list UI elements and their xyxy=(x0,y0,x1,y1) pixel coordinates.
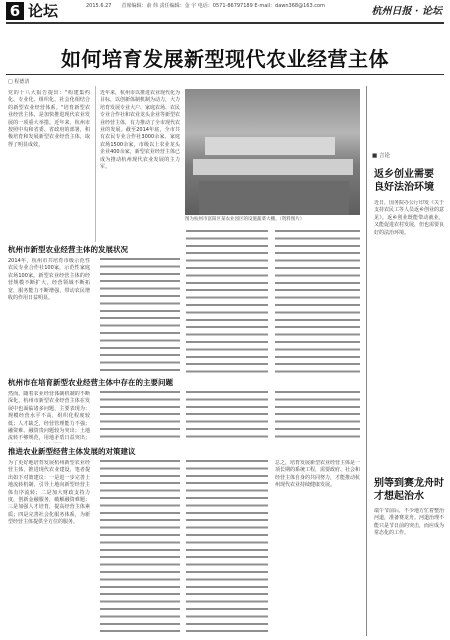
header-rule xyxy=(6,22,444,24)
text-block xyxy=(186,230,268,373)
sidebar-title-2: 才想起治水 xyxy=(374,491,424,502)
section-title: 论坛 xyxy=(28,2,59,20)
paragraph-2: 2014年，杭州市共培育市级示范性农民专业合作社100家，示范性家庭农场100家。新型农业经营主体的经营规模不断扩大，经营领域不断拓宽，服务能力不断增强，带动农民增收的作用日益明显。 xyxy=(8,258,90,302)
sidebar-title-2: 别等到赛龙舟时 xyxy=(374,478,444,489)
column-divider xyxy=(95,86,96,242)
subheading-suggestions: 推进农业新型经营主体发展的对策建议 xyxy=(8,447,136,456)
sidebar-title-1: 良好法治环境 xyxy=(374,182,434,193)
subheading-problems: 杭州市在培育新型农业经营主体中存在的主要问题 xyxy=(8,378,173,387)
photo-caption: 图为杭州市富阳区某农业园区的设施蔬菜大棚。（资料图片） xyxy=(185,217,305,222)
text-block xyxy=(100,391,180,443)
sidebar-title-1: 返乡创业需要 xyxy=(374,169,434,180)
sidebar-body-1: 近日，国务院办公厅印发《关于支持农民工等人员返乡创业的意见》。返乡创业既能带动就业，又能促进农村发展，但也需要良好的法治环境。 xyxy=(374,200,444,236)
sidebar-tag: ■ 言论 xyxy=(372,153,390,159)
issue-meta: 2015.6.27 首席编辑：俞 炜 责任编辑：金 宇 电话：0571-86797189 E-mail：dawn368@163.com xyxy=(86,3,325,9)
text-block xyxy=(100,460,180,636)
text-block xyxy=(186,460,268,636)
text-block xyxy=(100,258,180,373)
text-block xyxy=(186,391,268,443)
sidebar-body-2: 端午节前后，不少地方忙着整治河道，准备赛龙舟。河道治理不能只是节日前的突击，而应成为常态化的工作。 xyxy=(374,508,444,537)
headline: 如何培育发展新型现代农业经营主体 xyxy=(61,47,389,71)
subheading-status: 杭州市新型农业经营主体的发展状况 xyxy=(8,245,128,254)
text-block xyxy=(275,230,360,373)
headline-rule xyxy=(6,74,444,75)
page-number: 6 xyxy=(6,2,24,20)
text-block xyxy=(275,391,360,443)
lead-paragraph: 党的十八大报告提出："构建集约化、专业化、组织化、社会化相结合的新型农业经营体系。"培育新型农业经营主体，是加快推进现代农业发展的一项重大举措。近年来，杭州市按照中央和省委、省政府的部署，积极培育和发展新型农业经营主体，取得了明显成效。 xyxy=(8,90,90,148)
article-photo xyxy=(185,89,360,215)
byline: □ 程德清 xyxy=(8,79,30,85)
sidebar-divider xyxy=(366,86,367,636)
masthead-logo: 杭州日报 · 论坛 xyxy=(371,6,442,17)
paragraph-1: 近年来，杭州市以推进农业现代化为目标，以创新体制机制为动力，大力培育发展专业大户、家庭农场、农民专业合作社和农业龙头企业等新型农业经营主体，有力推动了全市现代农业的发展。截至2014年底，全市共有农民专业合作社3000余家，家庭农场1500余家，市级以上农业龙头企业400余家，新型农业经营主体已成为推动杭州现代农业发展的主力军。 xyxy=(100,90,180,171)
paragraph-4: 为了更好地培育发展杭州新型农业经营主体，推进现代农业建设，笔者提出如下对策建议：一是进一步完善土地流转机制，引导土地向新型经营主体有序流转；二是加大财政支持力度，创新金融服务，破解融资难题；三是加强人才培育，提高经营主体素质；四是完善社会化服务体系，为新型经营主体提供全方位的服务。 xyxy=(8,460,90,526)
paragraph-3: 然而，随着农业经营体制机制的不断深化，杭州市新型农业经营主体在发展中也面临诸多问题，主要表现为：规模经营水平不高，组织化程度较低；人才缺乏，经营管理能力不强；融资难、融资贵问题较为突出；土地流转不够规范，用地矛盾日益突出； xyxy=(8,391,90,442)
paragraph-5: 总之，培育发展新型农业经营主体是一项长期的系统工程，需要政府、社会和经营主体自身的共同努力，才能推动杭州现代农业持续健康发展。 xyxy=(275,460,360,489)
